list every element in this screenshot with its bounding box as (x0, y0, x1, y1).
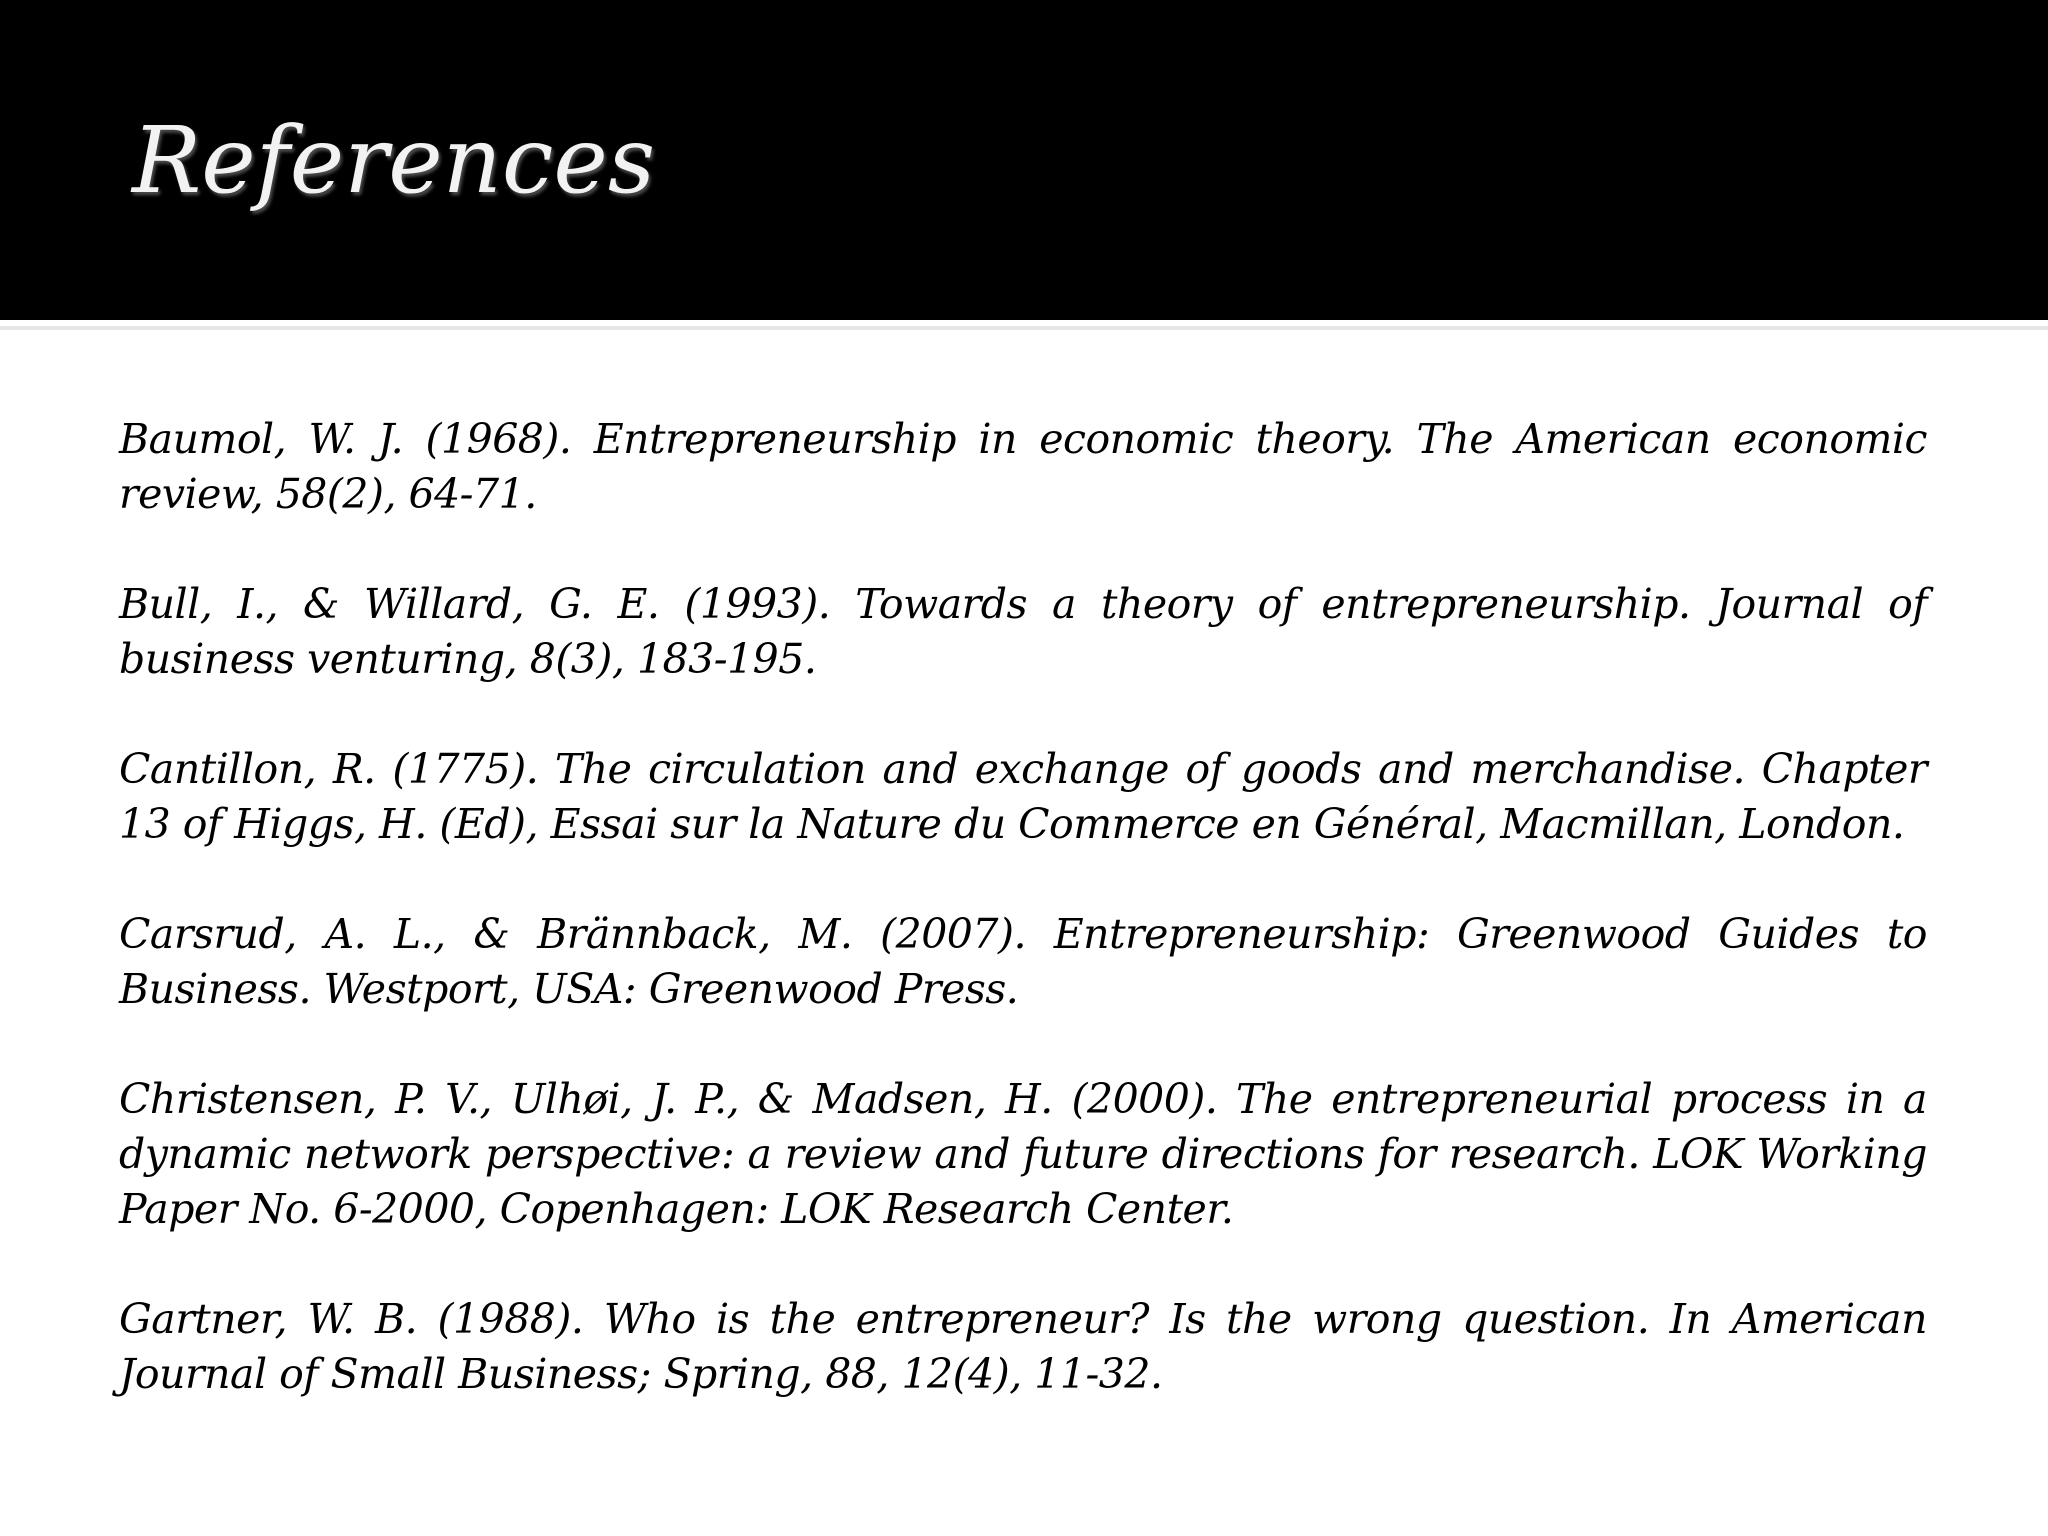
reference-item: Carsrud, A. L., & Brännback, M. (2007). Entrepreneurship: Greenwood Guides to Business. Westport, USA: Greenwood Press. (119, 910, 1927, 1013)
reference-item: Baumol, W. J. (1968). Entrepreneurship in economic theory. The American economic review, 58(2), 64-71. (119, 415, 1927, 518)
reference-item: Bull, I., & Willard, G. E. (1993). Towards a theory of entrepreneurship. Journal of business venturing, 8(3), 183-195. (119, 580, 1927, 683)
slide-title: References (132, 107, 656, 214)
reference-item: Christensen, P. V., Ulhøi, J. P., & Madsen, H. (2000). The entrepreneurial process in a dynamic network perspective: a review and future directions for research. LOK Working Paper No. 6-2000, Copenhagen: LOK Research Center. (119, 1075, 1927, 1233)
reference-item: Gartner, W. B. (1988). Who is the entrepreneur? Is the wrong question. In American Journal of Small Business; Spring, 88, 12(4), 11-32. (119, 1295, 1927, 1398)
reference-list (119, 412, 1927, 1457)
title-band (0, 0, 2048, 320)
header-divider (0, 326, 2048, 330)
reference-item: Cantillon, R. (1775). The circulation and exchange of goods and merchandise. Chapter 13 of Higgs, H. (Ed), Essai sur la Nature du Commerce en Général, Macmillan, London. (119, 745, 1927, 848)
